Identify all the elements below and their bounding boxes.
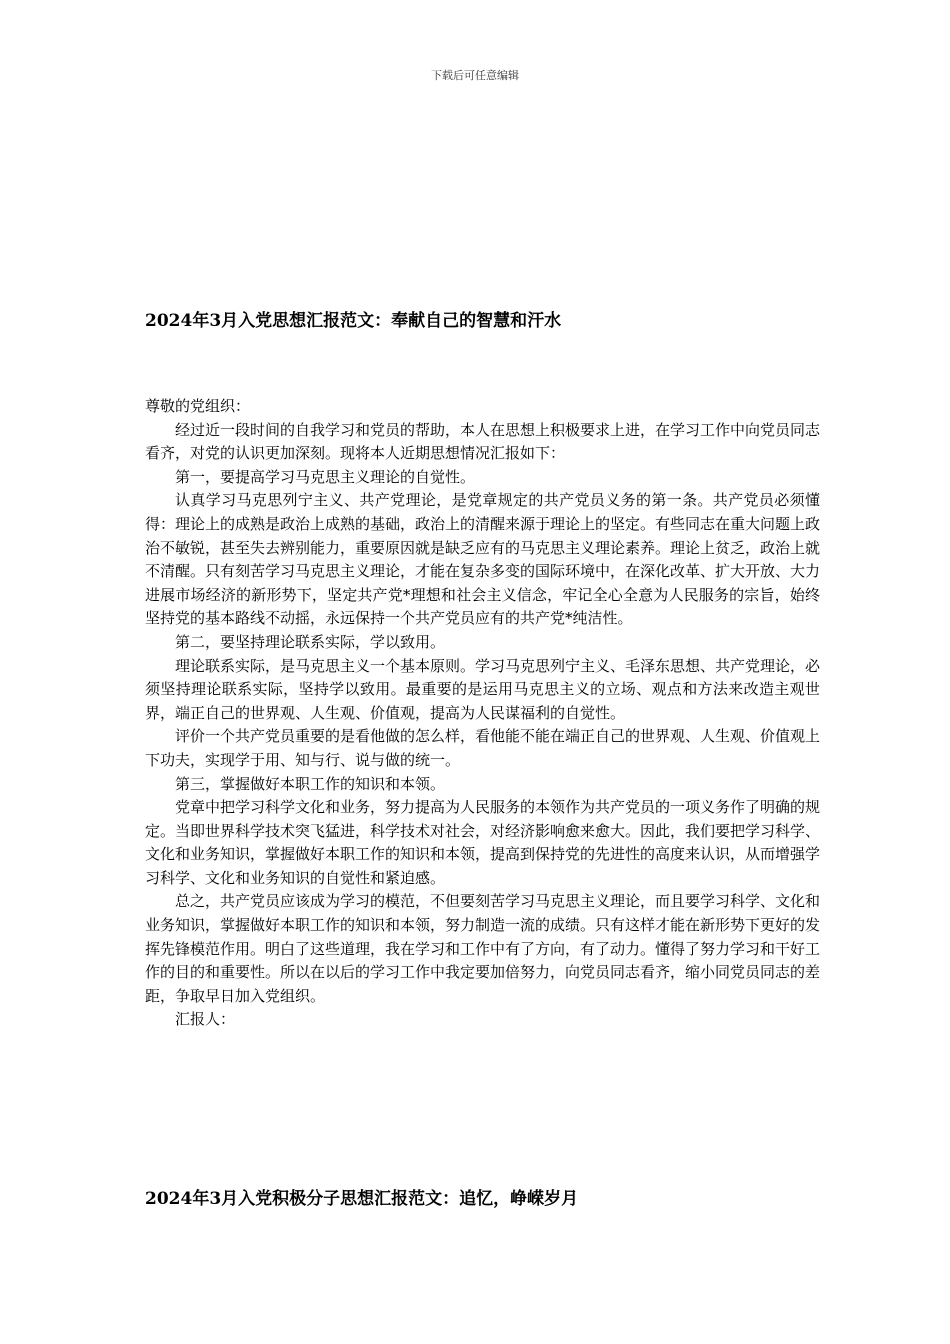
salutation: 尊敬的党组织：: [145, 397, 251, 415]
second-document-title: 2024年3月入党积极分子思想汇报范文：追忆，峥嵘岁月: [145, 1189, 579, 1209]
paragraph: 经过近一段时间的自我学习和党员的帮助，本人在思想上积极要求上进，在学习工作中向党员同志看齐，对党的认识更加深刻。现将本人近期思想情况汇报如下：: [145, 420, 821, 463]
paragraph: 总之，共产党员应该成为学习的模范，不但要刻苦学习马克思主义理论，而且要学习科学、文化和业务知识，掌握做好本职工作的知识和本领，努力制造一流的成绩。只有这样才能在新形势下更好的发挥先锋模范作用。明白了这些道理，我在学习和工作中有了方向，有了动力。懂得了努力学习和干好工作的目的和重要性。所以在以后的学习工作中我定要加倍努力，向党员同志看齐，缩小同党员同志的差距，争取早日加入党组织。: [145, 892, 821, 1005]
paragraph: 认真学习马克思列宁主义、共产党理论，是党章规定的共产党员义务的第一条。共产党员必须懂得：理论上的成熟是政治上成熟的基础，政治上的清醒来源于理论上的坚定。有些同志在重大问题上政治不敏锐，甚至失去辨别能力，重要原因就是缺乏应有的马克思主义理论素养。理论上贫乏，政治上就不清醒。只有刻苦学习马克思主义理论，才能在复杂多变的国际环境中，在深化改革、扩大开放、大力进展市场经济的新形势下，坚定共产党*理想和社会主义信念，牢记全心全意为人民服务的宗旨，始终坚持党的基本路线不动摇，永远保持一个共产党员应有的共产党*纯洁性。: [145, 491, 821, 628]
paragraph: 第二，要坚持理论联系实际，学以致用。: [175, 632, 446, 651]
page-header-note: 下载后可任意编辑: [431, 69, 519, 82]
paragraph: 第一，要提高学习马克思主义理论的自觉性。: [175, 467, 476, 486]
signature-line: 汇报人：: [175, 1010, 236, 1029]
paragraph: 第三，掌握做好本职工作的知识和本领。: [175, 774, 446, 793]
document-body: [145, 395, 820, 1032]
document-title: 2024年3月入党思想汇报范文：奉献自己的智慧和汗水: [145, 311, 562, 331]
paragraph: 党章中把学习科学文化和业务，努力提高为人民服务的本领作为共产党员的一项义务作了明确的规定。当即世界科学技术突飞猛进，科学技术对社会，对经济影响愈来愈大。因此，我们要把学习科学、文化和业务知识，掌握做好本职工作的知识和本领，提高到保持党的先进性的高度来认识，从而增强学习科学、文化和业务知识的自觉性和紧迫感。: [145, 798, 821, 887]
paragraph: 理论联系实际，是马克思主义一个基本原则。学习马克思列宁主义、毛泽东思想、共产党理论，必须坚持理论联系实际，坚持学以致用。最重要的是运用马克思主义的立场、观点和方法来改造主观世界，端正自己的世界观、人生观、价值观，提高为人民谋福利的自觉性。: [145, 656, 821, 722]
paragraph: 评价一个共产党员重要的是看他做的怎么样，看他能不能在端正自己的世界观、人生观、价值观上下功夫，实现学于用、知与行、说与做的统一。: [145, 727, 821, 769]
